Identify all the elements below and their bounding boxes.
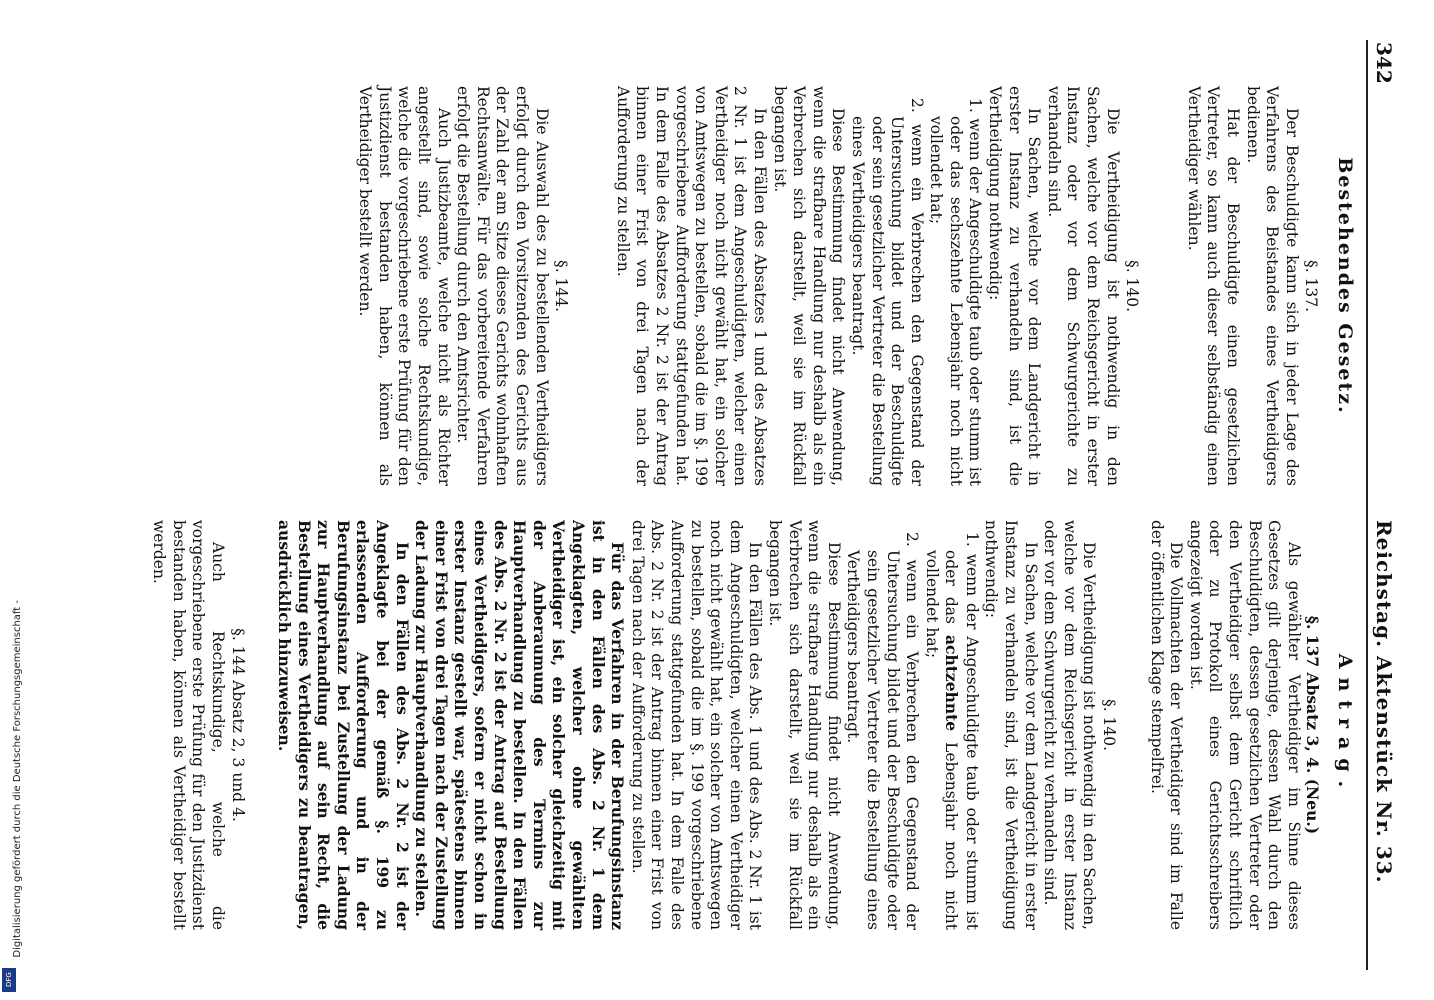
highlighted-term: achtzehnte [942, 635, 962, 732]
section-144-heading: §. 144. [552, 259, 571, 313]
section-140-paragraph-2: In Sachen, welche vor dem Landgericht in erster Instanz zu verhandeln sind, ist die Vertheidigung nothwendig: [986, 86, 1044, 486]
section-137-amendment-heading: §. 137 Absatz 3, 4. (Neu.) [1303, 615, 1323, 835]
section-137-paragraph-2: Hat der Beschuldigte einen gesetzlichen Vertreter, so kann auch dieser selbständig einen Vertheidiger wählen. [1184, 86, 1243, 486]
section-140-amendment-item-1: 1. wenn der Angeschuldigte taub oder stumm ist oder das achtzehnte Lebensjahr noch nicht vollendet hat; [922, 532, 981, 930]
section-137-paragraph-1: Der Beschuldigte kann sich in jeder Lage des Verfahrens des Beistandes eines Vertheidigers bedienen. [1243, 86, 1301, 486]
section-144-paragraph-2: Auch Justizbeamte, welche nicht als Richter angestellt sind, sowie solche Rechtskundige, welche die vorgeschriebene erste Prüfung für den Justizdienst bestanden haben, können als Vertheidiger bestellt werden. [356, 86, 453, 486]
left-column [355, 86, 1354, 486]
page-title: Reichstag. Aktenstück Nr. 33. [1372, 520, 1396, 884]
section-140-amendment-paragraph-3: Diese Bestimmung findet nicht Anwendung, wenn die strafbare Handlung nur deshalb als ein Verbrechen sich darstellt, weil sie im Rückfall begangen ist. [765, 520, 843, 930]
right-column-heading: Antrag. [1334, 653, 1356, 797]
section-140-paragraph-3: Diese Bestimmung findet nicht Anwendung, wenn die strafbare Handlung nur deshalb als ein Verbrechen sich darstellt, weil sie im Rückfall begangen ist. [770, 86, 848, 486]
section-140-item-2: 2. wenn ein Verbrechen den Gegenstand der Untersuchung bildet und der Beschuldigte oder sein gesetzlicher Vertreter die Bestellung eines Vertheidigers beantragt. [848, 98, 926, 486]
section-144-amendment-heading: §. 144 Absatz 2, 3 und 4. [228, 628, 247, 822]
section-140-paragraph-1: Die Vertheidigung ist nothwendig in den Sachen, welche vor dem Reichsgericht in erster Instanz oder vor dem Schwurgerichte zu verhandeln sind. [1044, 86, 1122, 486]
section-140-paragraph-4: In den Fällen des Absatzes 1 und des Absatzes 2 Nr. 1 ist dem Angeschuldigten, welcher einen Vertheidiger noch nicht gewählt hat, ein solcher von Amtswegen zu bestellen, sobald die im §. 199 vorgeschriebene Aufforderung stattgefunden hat. In dem Falle des Absatzes 2 Nr. 2 ist der Antrag binnen einer Frist von drei Tagen nach der Aufforderung zu stellen. [613, 86, 769, 486]
section-144-amendment-paragraph-1: Auch Rechtskundige, welche die vorgeschriebene erste Prüfung für den Justizdienst bestanden haben, können als Vertheidiger bestellt werden. [150, 520, 227, 930]
page-number: 342 [1372, 42, 1396, 84]
section-140-amendment-paragraph-4: In den Fällen des Abs. 1 und des Abs. 2 Nr. 1 ist dem Angeschuldigten, welcher einen Vertheidiger noch nicht gewählt hat, ein solcher von Amtswegen zu bestellen, sobald die im §. 199 vorgeschriebene Aufforderung stattgefunden hat. In dem Falle des Abs. 2 Nr. 2 ist der Antrag binnen einer Frist von drei Tagen nach der Aufforderung zu stellen. [628, 520, 765, 930]
section-144-paragraph-1: Die Auswahl des zu bestellenden Vertheidigers erfolgt durch den Vorsitzenden des Gerichts aus der Zahl der am Sitze dieses Gerichts wohnhaften Rechtsanwälte. Für das vorbereitende Verfahren erfolgt die Bestellung durch den Amtsrichter. [454, 86, 551, 486]
dfg-logo: DFG [2, 968, 16, 992]
section-137-heading: §. 137. [1302, 259, 1321, 313]
header-rule [1366, 40, 1368, 970]
section-140-amendment-item-2: 2. wenn ein Verbrechen den Gegenstand der Untersuchung bildet und der Beschuldigte oder sein gesetzlicher Vertreter die Bestellung eines Vertheidigers beantragt. [844, 532, 922, 930]
section-140-amendment-paragraph-5: Für das Verfahren in der Berufungsinstanz ist in den Fällen des Abs. 2 Nr. 1 dem Angeklagten, welcher ohne gewählten Vertheidiger ist, ein solcher gleichzeitig mit der Anberaumung des Termins zur Hauptverhandlung zu bestellen. In den Fällen des Abs. 2 Nr. 2 ist der Antrag auf Bestellung eines Vertheidigers, sofern er nicht schon in erster Instanz gestellt war, spätestens binnen einer Frist von drei Tagen nach der Zustellung der Ladung zur Hauptverhandlung zu stellen. [412, 520, 628, 930]
section-137-amendment-paragraph-2: Die Vollmachten der Vertheidiger sind im Falle der öffentlichen Klage stempelfrei. [1147, 520, 1186, 930]
section-140-heading: §. 140. [1123, 259, 1142, 313]
section-140-amendment-heading: §. 140. [1100, 698, 1119, 752]
digitization-credit: Digitalisierung gefördert durch die Deutsche Forschungsgemeinschaft - [12, 600, 23, 958]
section-140-item-1: 1. wenn der Angeschuldigte taub oder stumm ist oder das sechszehnte Lebensjahr noch nicht vollendet hat; [927, 98, 985, 486]
section-140-amendment-paragraph-6: In den Fällen des Abs. 2 Nr. 2 ist der Angeklagte bei der gemäß §. 199 zu erlassenden Aufforderung und in der Berufungsinstanz bei Zustellung der Ladung zur Hauptverhandlung auf sein Recht, die Bestellung eines Vertheidigers zu beantragen, ausdrücklich hinzuweisen. [275, 520, 412, 930]
section-137-amendment-paragraph-1: Als gewählter Vertheidiger im Sinne dieses Gesetzes gilt derjenige, dessen Wahl durch den Beschuldigten, dessen gesetzlichen Vertreter oder den Vertheidiger selbst dem Gericht schriftlich oder zu Protokoll eines Gerichtsschreibers angezeigt worden ist. [1186, 520, 1303, 930]
section-140-amendment-paragraph-1: Die Vertheidigung ist nothwendig in den Sachen, welche vor dem Reichsgericht in erster Instanz oder vor dem Schwurgericht zu verhandeln sind. [1041, 520, 1099, 930]
section-140-amendment-paragraph-2: In Sachen, welche vor dem Landgericht in erster Instanz zu verhandeln sind, ist die Vertheidigung nothwendig: [982, 520, 1040, 930]
right-column [149, 520, 1354, 930]
left-column-heading: Bestehendes Gesetz. [1334, 157, 1356, 415]
